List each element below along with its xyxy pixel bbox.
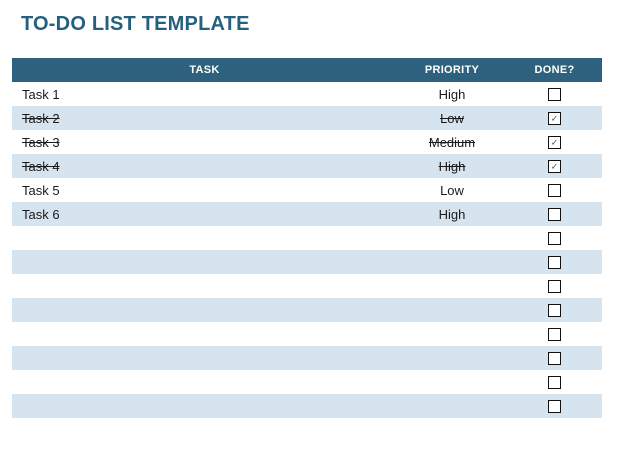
- done-checkbox[interactable]: [548, 256, 561, 269]
- table-header-row: [12, 58, 602, 82]
- table-row: [12, 298, 602, 322]
- table-row: [12, 394, 602, 418]
- done-checkbox[interactable]: [548, 136, 561, 149]
- done-checkbox[interactable]: [548, 88, 561, 101]
- priority-label: Low: [440, 110, 464, 126]
- column-header-done: DONE?: [534, 64, 575, 76]
- table-row: [12, 226, 602, 250]
- done-checkbox[interactable]: [548, 232, 561, 245]
- done-checkbox[interactable]: [548, 352, 561, 365]
- table-row: [12, 82, 602, 106]
- checkmark-icon: ✓: [550, 113, 559, 123]
- table-row: [12, 274, 602, 298]
- done-checkbox[interactable]: [548, 112, 561, 125]
- priority-label: High: [438, 86, 466, 102]
- done-checkbox[interactable]: [548, 208, 561, 221]
- priority-label: Low: [440, 182, 464, 198]
- done-checkbox[interactable]: [548, 160, 561, 173]
- table-row: [12, 106, 602, 130]
- table-row: [12, 202, 602, 226]
- task-label: Task 5: [22, 182, 60, 198]
- done-checkbox[interactable]: [548, 304, 561, 317]
- done-checkbox[interactable]: [548, 280, 561, 293]
- column-header-priority: PRIORITY: [424, 64, 480, 76]
- priority-label: High: [438, 158, 466, 174]
- table-row: [12, 322, 602, 346]
- checkmark-icon: ✓: [550, 137, 559, 147]
- checkmark-icon: ✓: [550, 161, 559, 171]
- column-header-task: TASK: [189, 64, 220, 76]
- page-title: TO-DO LIST TEMPLATE: [21, 13, 250, 35]
- table-row: [12, 178, 602, 202]
- table-row: [12, 250, 602, 274]
- task-label: Task 6: [22, 206, 60, 222]
- done-checkbox[interactable]: [548, 376, 561, 389]
- task-label: Task 4: [22, 158, 60, 174]
- todo-table: [12, 58, 602, 418]
- priority-label: High: [438, 206, 466, 222]
- table-row: [12, 130, 602, 154]
- done-checkbox[interactable]: [548, 328, 561, 341]
- table-row: [12, 370, 602, 394]
- task-label: Task 1: [22, 86, 60, 102]
- task-label: Task 3: [22, 134, 60, 150]
- table-row: [12, 346, 602, 370]
- priority-label: Medium: [428, 134, 476, 150]
- done-checkbox[interactable]: [548, 400, 561, 413]
- table-row: [12, 154, 602, 178]
- done-checkbox[interactable]: [548, 184, 561, 197]
- table-body: [12, 82, 602, 418]
- task-label: Task 2: [22, 110, 60, 126]
